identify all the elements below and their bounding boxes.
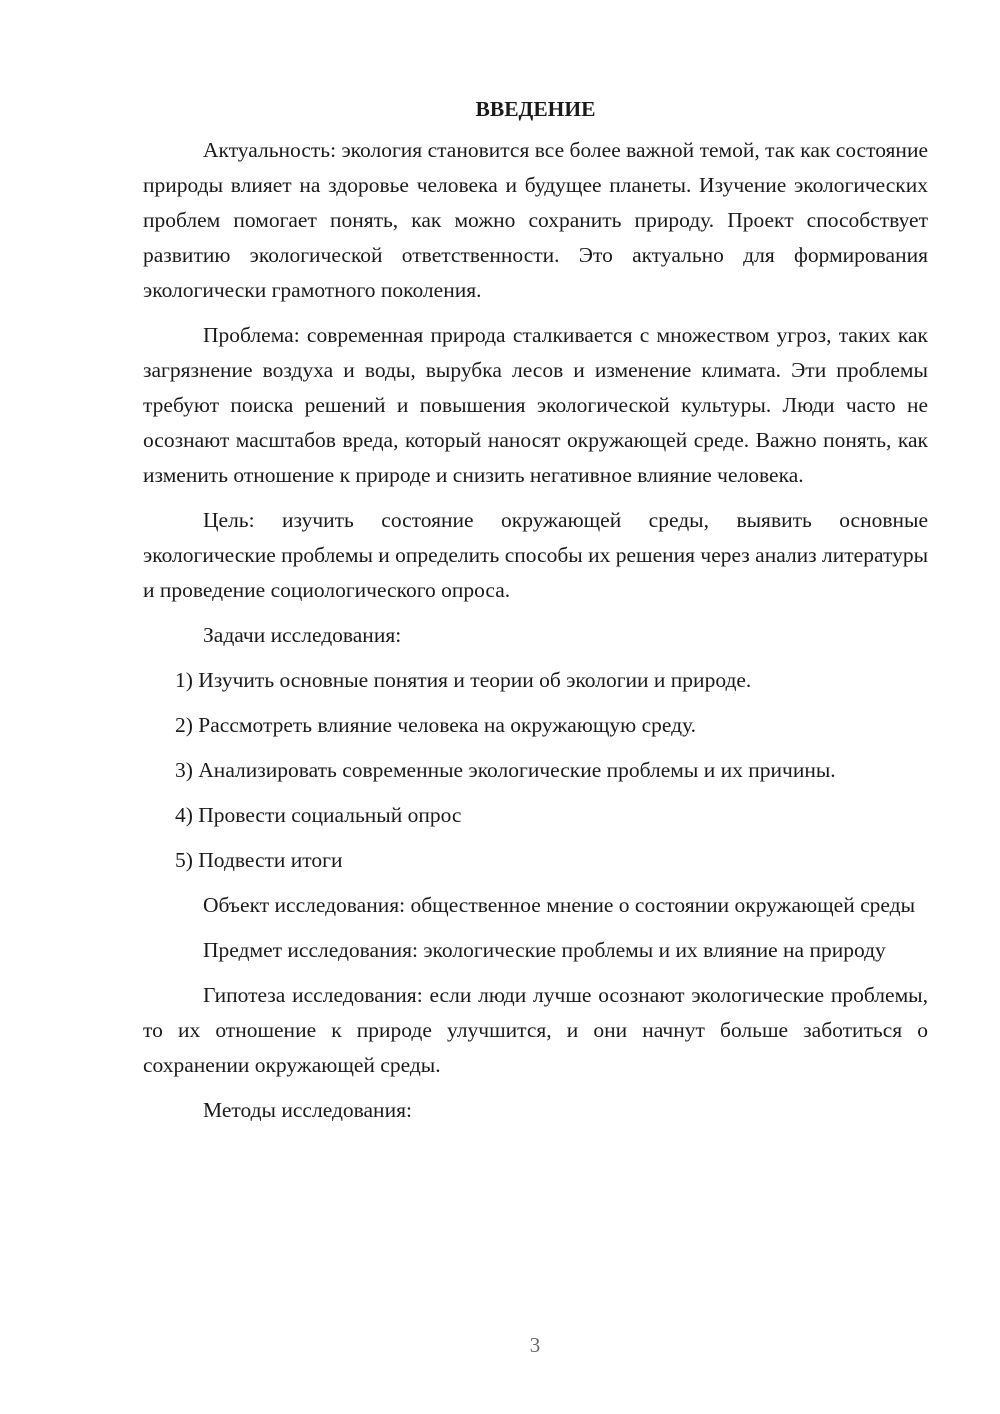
page-title: ВВЕДЕНИЕ [475,97,596,121]
paragraph-problem: Проблема: современная природа сталкивается с множеством угроз, таких как загрязнение воздуха и воды, вырубка лесов и изменение климата. Эти проблемы требуют поиска решений и повышения экологической культуры. Люди часто не осознают масштабов вреда, который наносят окружающей среде. Важно понять, как изменить отношение к природе и снизить негативное влияние человека. [143,323,928,487]
paragraph-methods-heading: Методы исследования: [203,1098,412,1122]
document-body [143,92,928,1138]
task-item-3: 3) Анализировать современные экологические проблемы и их причины. [175,758,836,782]
task-item-1: 1) Изучить основные понятия и теории об экологии и природе. [175,668,752,692]
paragraph-tasks-heading: Задачи исследования: [203,623,402,647]
task-item-5: 5) Подвести итоги [175,848,343,872]
task-item-2: 2) Рассмотреть влияние человека на окружающую среду. [175,713,697,737]
task-item-4: 4) Провести социальный опрос [175,803,462,827]
paragraph-object: Объект исследования: общественное мнение о состоянии окружающей среды [203,893,916,917]
page-number: 3 [529,1333,541,1357]
paragraph-hypothesis: Гипотеза исследования: если люди лучше осознают экологические проблемы, то их отношение к природе улучшится, и они начнут больше заботиться о сохранении окружающей среды. [143,983,928,1077]
paragraph-subject: Предмет исследования: экологические проблемы и их влияние на природу [203,938,886,962]
paragraph-goal: Цель: изучить состояние окружающей среды, выявить основные экологические проблемы и определить способы их решения через анализ литературы и проведение социологического опроса. [143,508,929,602]
paragraph-relevance: Актуальность: экология становится все более важной темой, так как состояние природы влияет на здоровье человека и будущее планеты. Изучение экологических проблем помогает понять, как можно сохранить природу. Проект способствует развитию экологической ответственности. Это актуально для формирования экологически грамотного поколения. [143,138,928,302]
